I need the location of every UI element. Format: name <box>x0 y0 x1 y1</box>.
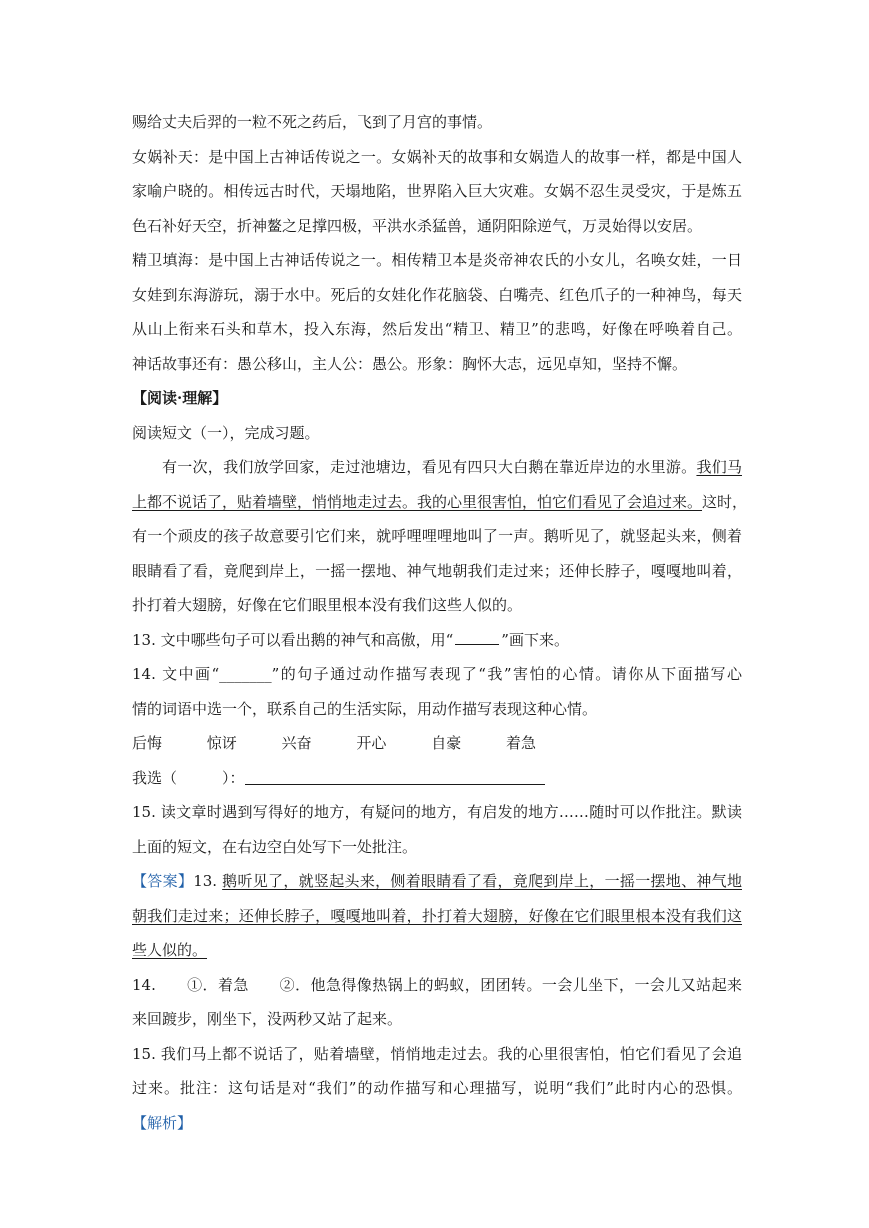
underlined-sentence: 上都不说话了，贴着墙壁，悄悄地走过去。我的心里很害怕，怕它们看见了会追过来。 <box>132 492 703 511</box>
question-15-line: 上面的短文，在右边空白处写下一处批注。 <box>132 837 418 856</box>
text-line: 赐给丈夫后羿的一粒不死之药后，飞到了月宫的事情。 <box>132 113 493 131</box>
text-line: 家喻户晓的。相传远古时代，天塌地陷，世界陷入巨大灾难。女娲不忍生灵受灾，于是炼五 <box>132 182 742 200</box>
word-option: 自豪 <box>431 734 462 752</box>
wavy-line-sample <box>455 626 499 645</box>
question-13: 13. 文中哪些句子可以看出鹅的神气和高傲，用“ ”画下来。 <box>132 623 742 658</box>
text-line: 神话故事还有：愚公移山，主人公：愚公。形象：胸怀大志，远见卓知，坚持不懈。 <box>132 354 688 373</box>
answer-14-line: 来回踱步，刚坐下，没两秒又站了起来。 <box>132 1010 403 1028</box>
answer-blank <box>245 766 545 785</box>
word-option: 开心 <box>356 734 387 752</box>
section-heading: 【阅读·理解】 <box>132 389 228 407</box>
passage-line: 有一个顽皮的孩子故意要引它们来，就呼哩哩哩地叫了一声。鹅听见了，就竖起头来，侧着 <box>132 527 742 545</box>
word-options <box>132 726 742 761</box>
text-line: 色石补好天空，折神鳌之足撑四极，平洪水杀猛兽，通阴阳除逆气，万灵始得以安居。 <box>132 216 703 235</box>
answer-14-line: 14. ①．着急 ②．他急得像热锅上的蚂蚁，团团转。一会儿坐下，一会儿又站起来 <box>132 975 742 994</box>
document-body <box>132 105 748 1140</box>
word-option: 后悔 <box>132 734 163 752</box>
answer-13-line: 【答案】13. 鹅听见了，就竖起头来，侧着眼睛看了看，竟爬到岸上，一摇一摆地、神气地 <box>132 872 742 890</box>
question-14-line: 情的词语中选一个，联系自己的生活实际，用动作描写表现这种心情。 <box>132 699 598 718</box>
answer-tag: 【答案】 <box>132 872 194 890</box>
question-15-line: 15. 读文章时遇到写得好的地方，有疑问的地方，有启发的地方……随时可以作批注。默读 <box>132 803 742 821</box>
instruction: 阅读短文（一），完成习题。 <box>132 423 320 442</box>
text-line: 从山上衔来石头和草木，投入东海，然后发出“精卫、精卫”的悲鸣，好像在呼唤着自己。 <box>132 320 742 338</box>
question-14-line: 14. 文中画“_______”的句子通过动作描写表现了“我”害怕的心情。请你从下面描写心 <box>132 665 742 683</box>
passage-line: 扑打着大翅膀，好像在它们眼里根本没有我们这些人似的。 <box>132 596 523 614</box>
answer-13-line: 些人似的。 <box>132 941 208 959</box>
word-option: 着急 <box>505 734 536 752</box>
answer-13-line: 朝我们走过来；还伸长脖子，嘎嘎地叫着，扑打着大翅膀，好像在它们眼里根本没有我们这 <box>132 906 742 925</box>
analysis-tag: 【解析】 <box>132 1113 193 1132</box>
answer-15-line: 15. 我们马上都不说话了，贴着墙壁，悄悄地走过去。我的心里很害怕，怕它们看见了会追 <box>132 1044 742 1063</box>
passage-line: 上都不说话了，贴着墙壁，悄悄地走过去。我的心里很害怕，怕它们看见了会追过来。这时， <box>132 492 748 511</box>
answer-15-line: 过来。批注：这句话是对“我们”的动作描写和心理描写，说明“我们”此时内心的恐惧。 <box>132 1079 742 1097</box>
text-line: 精卫填海：是中国上古神话传说之一。相传精卫本是炎帝神农氏的小女儿，名唤女娃，一日 <box>132 251 742 269</box>
underlined-sentence: 我们马 <box>696 458 742 476</box>
word-option: 惊讶 <box>206 734 237 752</box>
text-line: 女娲补天：是中国上古神话传说之一。女娲补天的故事和女娲造人的故事一样，都是中国人 <box>132 147 742 166</box>
text-line: 女娃到东海游玩，溺于水中。死后的女娃化作花脑袋、白嘴壳、红色爪子的一种神鸟，每天 <box>132 285 742 304</box>
choice-line: 我选（ ）： <box>132 761 742 796</box>
passage-line: 眼睛看了看，竟爬到岸上，一摇一摆地、神气地朝我们走过来；还伸长脖子，嘎嘎地叫着， <box>132 561 742 580</box>
word-option: 兴奋 <box>281 734 312 752</box>
passage-line: 有一次，我们放学回家，走过池塘边，看见有四只大白鹅在靠近岸边的水里游。我们马 <box>162 458 742 476</box>
